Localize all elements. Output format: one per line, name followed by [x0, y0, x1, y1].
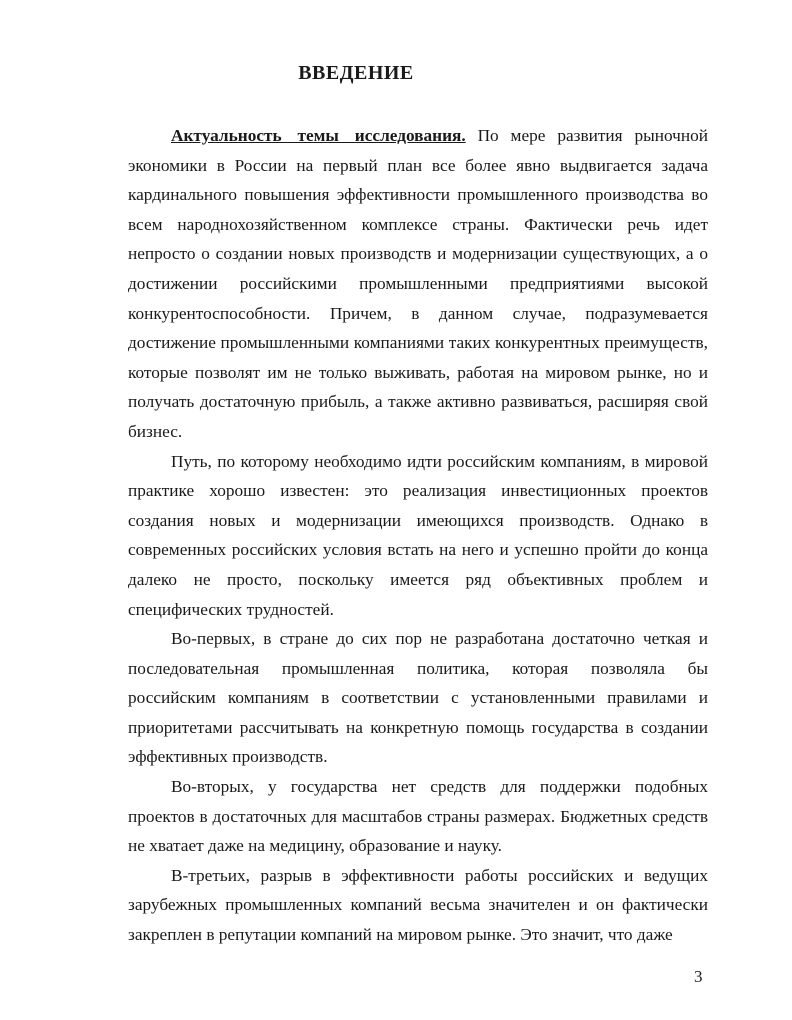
- paragraph-lead: Актуальность темы исследования.: [171, 126, 466, 145]
- page-number: 3: [694, 967, 703, 986]
- paragraph-path: Путь, по которому необходимо идти российским компаниям, в мировой практике хорошо известен: это реализация инвестиционных проектов создания новых и модернизации имеющихся производств. Однако в современных российских условия встать на него и успешно пройти до конца далеко не просто, поскольку имеется ряд объективных проблем и специфических трудностей.: [128, 451, 708, 619]
- paragraph-relevance: [128, 121, 708, 447]
- paragraph-first: Во-первых, в стране до сих пор не разработана достаточно четкая и последовательная промышленная политика, которая позволяла бы российским компаниям в соответствии с установленными правилами и приоритетами рассчитывать на конкретную помощь государства в создании эффективных производств.: [128, 629, 708, 767]
- body-text: [128, 121, 708, 950]
- page-title: ВВЕДЕНИЕ: [298, 62, 414, 84]
- paragraph-text: По мере развития рыночной экономики в России на первый план все более явно выдвигается задача кардинального повышения эффективности промышленного производства во всем народнохозяйственном комплексе страны. Фактически речь идет непросто о создании новых производств и модернизации существующих, а о достижении российскими промышленными предприятиями высокой конкурентоспособности. Причем, в данном случае, подразумевается достижение промышленными компаниями таких конкурентных преимуществ, которые позволят им не только выживать, работая на мировом рынке, но и получать достаточную прибыль, а также активно развиваться, расширяя свой бизнес.: [128, 126, 708, 441]
- paragraph-second: Во-вторых, у государства нет средств для поддержки подобных проектов в достаточных для масштабов страны размерах. Бюджетных средств не хватает даже на медицину, образование и науку.: [128, 777, 708, 856]
- paragraph-third: В-третьих, разрыв в эффективности работы российских и ведущих зарубежных промышленных компаний весьма значителен и он фактически закреплен в репутации компаний на мировом рынке. Это значит, что даже: [128, 865, 708, 945]
